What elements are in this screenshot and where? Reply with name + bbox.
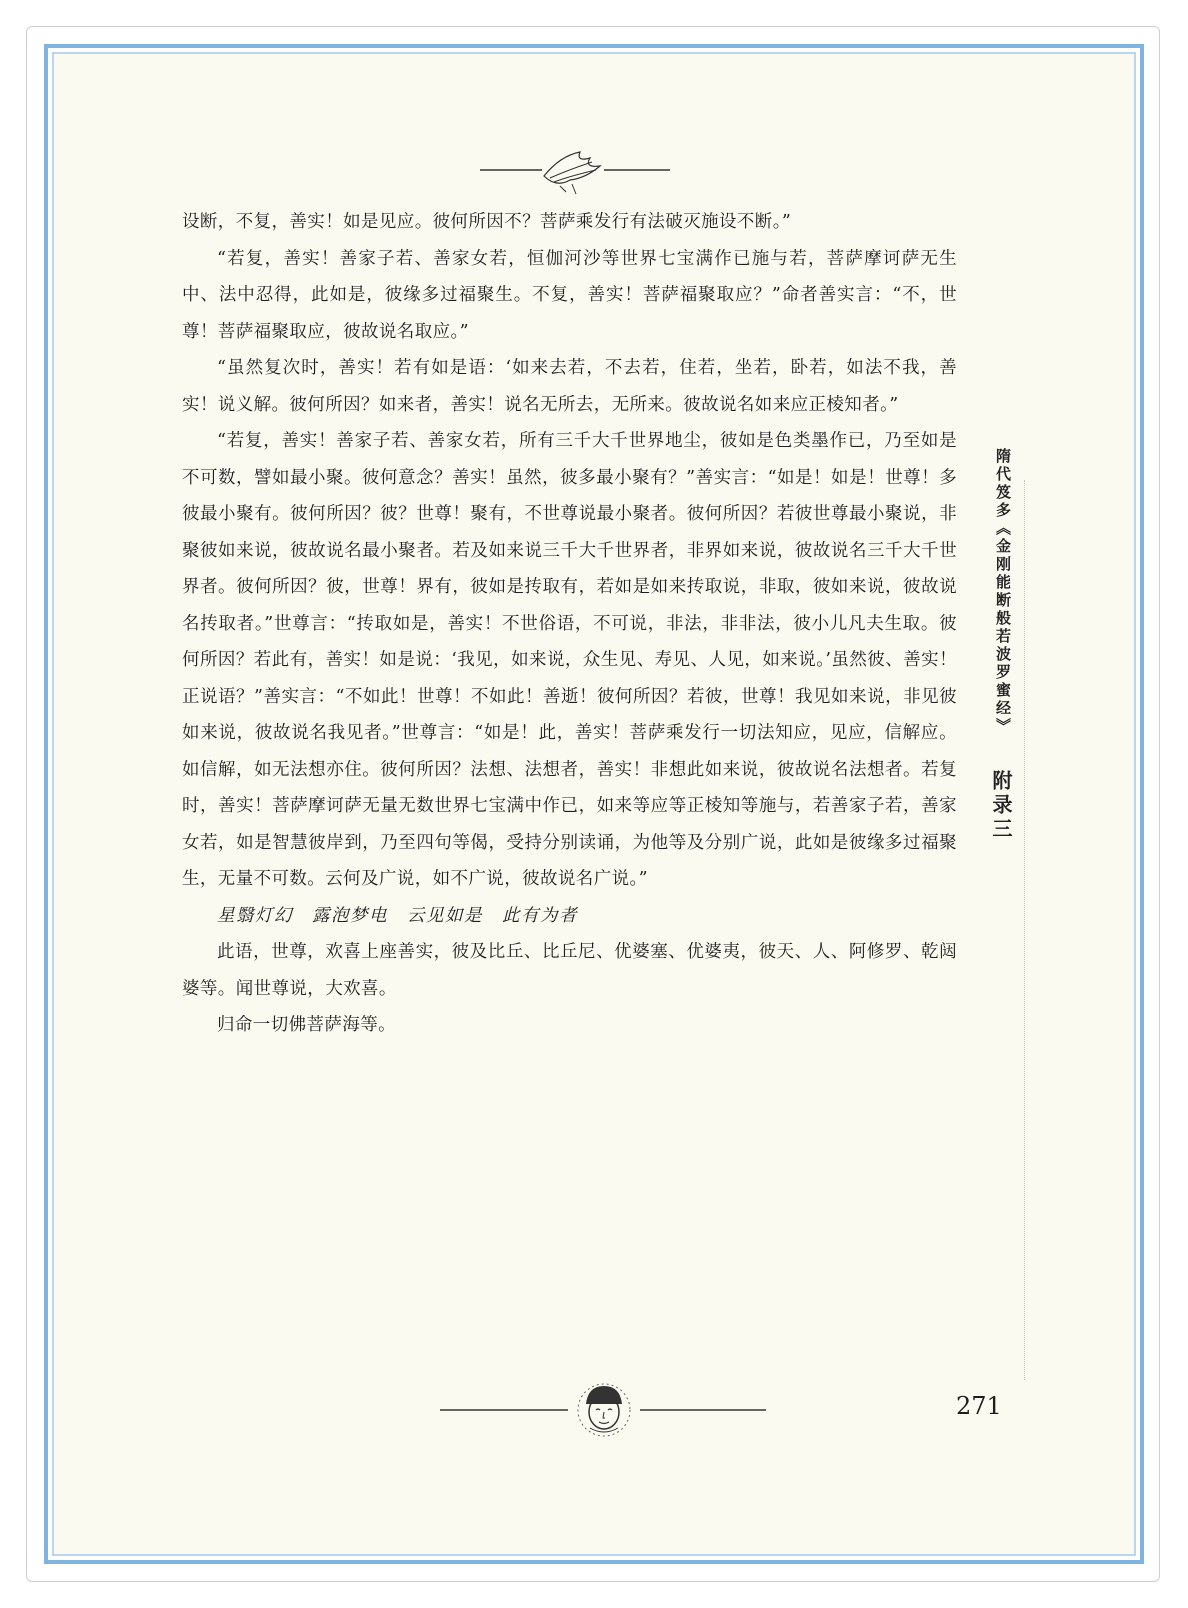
paragraph: “若复，善实！善家子若、善家女若，恒伽河沙等世界七宝满作已施与若，菩萨摩诃萨无生中、法中忍得，此如是，彼缘多过福聚生。不复，善实！菩萨福聚取应？”命者善实言：“不，世尊！菩萨福聚取应，彼故说名取应。” bbox=[182, 248, 957, 342]
body-text bbox=[182, 204, 957, 1044]
paragraph: “虽然复次时，善实！若有如是语：‘如来去若，不去若，住若，坐若，卧若，如法不我，善实！说义解。彼何所因？如来者，善实！说名无所去，无所来。彼故说名如来应正棱知者。” bbox=[182, 358, 957, 415]
verse-line: 星翳灯幻 露泡梦电 云见如是 此有为者 bbox=[217, 905, 578, 926]
page-number: 271 bbox=[956, 1392, 1002, 1420]
paragraph: “若复，善实！善家子若、善家女若，所有三千大千世界地尘，彼如是色类墨作已，乃至如是不可数，譬如最小聚。彼何意念？善实！虽然，彼多最小聚有？”善实言：“如是！如是！世尊！多彼最小聚有。彼何所因？彼？世尊！聚有，不世尊说最小聚者。彼何所因？若彼世尊最小聚说，非聚彼如来说，彼故说名最小聚者。若及如来说三千大千世界者，非界如来说，彼故说名三千大千世界者。彼何所因？彼，世尊！界有，彼如是抟取有，若如是如来抟取说，非取，彼如来说，彼故说名抟取者。”世尊言：“抟取如是，善实！不世俗语，不可说，非法，非非法，彼小儿凡夫生取。彼何所因？若此有，善实！如是说：‘我见，如来说，众生见、寿见、人见，如来说。’虽然彼、善实！正说语？”善实言：“不如此！世尊！不如此！善逝！彼何所因？若彼，世尊！我见如来说，非见彼如来说，彼故说名我见者。”世尊言：“如是！此，善实！菩萨乘发行一切法知应，见应，信解应。如信解，如无法想亦住。彼何所因？法想、法想者，善实！非想此如来说，彼故说名法想者。若复时，善实！菩萨摩诃萨无量无数世界七宝满中作已，如来等应等正棱知等施与，若善家子若，善家女若，如是智慧彼岸到，乃至四句等偈，受持分别读诵，为他等及分别广说，此如是彼缘多过福聚生，无量不可数。云何及广说，如不广说，彼故说名广说。” bbox=[182, 431, 957, 889]
top-ornament bbox=[480, 148, 680, 198]
margin-dots bbox=[1024, 480, 1027, 1380]
running-header-title: 隋代笈多《金刚能断般若波罗蜜经》 bbox=[994, 448, 1012, 736]
paragraph: 此语，世尊，欢喜上座善实，彼及比丘、比丘尼、优婆塞、优婆夷，彼天、人、阿修罗、乾闼婆等。闻世尊说，大欢喜。 bbox=[182, 942, 957, 999]
running-header-section: 附录三 bbox=[989, 770, 1013, 842]
paragraph: 归命一切佛菩萨海等。 bbox=[217, 1015, 396, 1035]
paragraph: 设断，不复，善实！如是见应。彼何所因不？菩萨乘发行有法破灭施设不断。” bbox=[182, 212, 792, 232]
buddha-face-icon bbox=[440, 1380, 770, 1440]
